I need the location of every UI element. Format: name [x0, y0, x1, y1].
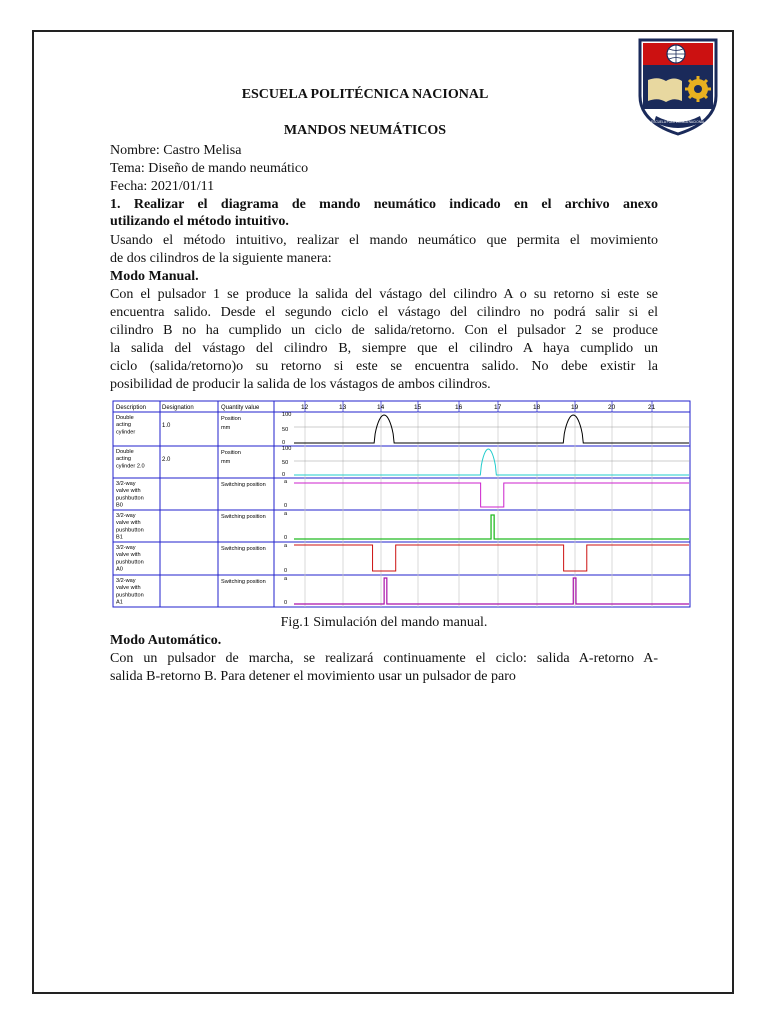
svg-text:ESCUELA POLITÉCNICA NACIONAL: ESCUELA POLITÉCNICA NACIONAL: [651, 120, 705, 124]
row-description: valve with: [116, 488, 141, 495]
axis-scale-label: 0: [282, 472, 286, 478]
row-description: 3/2-way: [116, 578, 136, 584]
row-description: 3/2-way: [116, 545, 136, 551]
cylinder-B-trace: [294, 449, 689, 475]
row-description: valve with: [116, 585, 141, 592]
time-tick-label: 21: [648, 404, 656, 411]
row-description: Double: [116, 449, 134, 455]
row-quantity: mm: [221, 459, 231, 465]
automatic-line: Con un pulsador de marcha, se realizará continuamente el ciclo: salida A-retorno A-: [110, 651, 658, 666]
row-description: 3/2-way: [116, 513, 136, 519]
axis-scale-label: 0: [284, 503, 288, 509]
diagram-frame: [113, 401, 690, 607]
time-tick-label: 15: [414, 404, 422, 411]
axis-scale-label: 100: [282, 446, 292, 452]
row-description: pushbutton: [116, 559, 144, 566]
time-tick-label: 17: [494, 404, 502, 411]
axis-scale-label: a: [284, 576, 288, 582]
cylinder-A-trace: [294, 415, 689, 443]
manual-line: encuentra salido. Desde el segundo ciclo el vástago del cilindro no podrá salir si el: [110, 305, 658, 320]
student-name: Nombre: Castro Melisa: [110, 143, 242, 158]
manual-heading: Modo Manual.: [110, 269, 199, 284]
simulation-diagram: [112, 400, 692, 608]
institution-logo: [636, 36, 720, 136]
topic: Tema: Diseño de mando neumático: [110, 161, 309, 176]
row-quantity: Switching position: [221, 514, 266, 520]
row-quantity: Switching position: [221, 579, 266, 585]
row-description: acting: [116, 422, 131, 429]
time-tick-label: 20: [608, 404, 616, 411]
B0-trace: [294, 483, 689, 507]
A1-trace: [294, 578, 689, 604]
axis-scale-label: 50: [282, 460, 289, 466]
axis-scale-label: a: [284, 511, 288, 517]
automatic-heading: Modo Automático.: [110, 633, 222, 648]
time-tick-label: 13: [339, 404, 347, 411]
diagram-grid: [113, 401, 690, 607]
row-description: pushbutton: [116, 592, 144, 599]
time-tick-label: 12: [301, 404, 309, 411]
column-header: Description: [116, 405, 147, 411]
subject-title: MANDOS NEUMÁTICOS: [283, 123, 447, 138]
row-description: pushbutton: [116, 527, 144, 534]
time-tick-label: 14: [377, 404, 385, 411]
row-quantity: Position: [221, 450, 241, 456]
row-description: valve with: [116, 552, 141, 559]
date: Fecha: 2021/01/11: [110, 179, 215, 194]
row-description: B0: [116, 502, 123, 509]
manual-line: ciclo (salida/retorno)o su retorno si este se encuentra salido. No debe existir la: [110, 359, 658, 374]
row-quantity: Position: [221, 416, 241, 422]
row-description: Double: [116, 415, 134, 421]
row-description: cylinder 2.0: [116, 463, 145, 470]
axis-scale-label: 0: [284, 535, 288, 541]
row-description: pushbutton: [116, 495, 144, 502]
column-header: Quantity value: [221, 405, 260, 411]
institution-title: ESCUELA POLITÉCNICA NACIONAL: [241, 87, 489, 102]
axis-scale-label: a: [284, 479, 288, 485]
A0-trace: [294, 545, 689, 571]
manual-line: la salida del vástago del cilindro B, siempre que el cilindro A haya cumplido un: [110, 341, 658, 356]
column-header: Designation: [162, 405, 194, 411]
figure-caption: Fig.1 Simulación del mando manual.: [280, 615, 488, 630]
axis-scale-label: a: [284, 543, 288, 549]
task-intro-line2: de dos cilindros de la siguiente manera:: [110, 251, 332, 266]
row-designation: 1.0: [162, 423, 171, 429]
row-description: 3/2-way: [116, 481, 136, 487]
task-title-line1: 1. Realizar el diagrama de mando neumático indicado en el archivo anexo: [110, 197, 658, 212]
row-description: cylinder: [116, 429, 136, 436]
row-description: A1: [116, 599, 123, 606]
time-tick-label: 16: [455, 404, 463, 411]
manual-line: Con el pulsador 1 se produce la salida del vástago del cilindro A o su retorno si este se: [110, 287, 658, 302]
B1-trace: [294, 515, 689, 539]
time-tick-label: 19: [571, 404, 579, 411]
task-intro-line1: Usando el método intuitivo, realizar el mando neumático que permita el movimiento: [110, 233, 658, 248]
axis-scale-label: 100: [282, 412, 292, 418]
axis-scale-label: 50: [282, 427, 289, 433]
task-title-line2: utilizando el método intuitivo.: [110, 214, 289, 229]
manual-line: posibilidad de producir la salida de los vástagos de ambos cilindros.: [110, 377, 491, 392]
axis-scale-label: 0: [282, 440, 286, 446]
automatic-line: salida B-retorno B. Para detener el movimiento usar un pulsador de paro: [110, 669, 516, 684]
row-description: B1: [116, 534, 123, 541]
time-tick-label: 18: [533, 404, 541, 411]
row-description: A0: [116, 566, 123, 573]
row-description: acting: [116, 456, 131, 463]
axis-scale-label: 0: [284, 568, 288, 574]
manual-line: cilindro B no ha cumplido un ciclo de salida/retorno. Con el pulsador 2 se produce: [110, 323, 658, 338]
row-designation: 2.0: [162, 457, 171, 463]
row-quantity: Switching position: [221, 546, 266, 552]
row-quantity: mm: [221, 425, 231, 431]
axis-scale-label: 0: [284, 600, 288, 606]
row-quantity: Switching position: [221, 482, 266, 488]
row-description: valve with: [116, 520, 141, 527]
